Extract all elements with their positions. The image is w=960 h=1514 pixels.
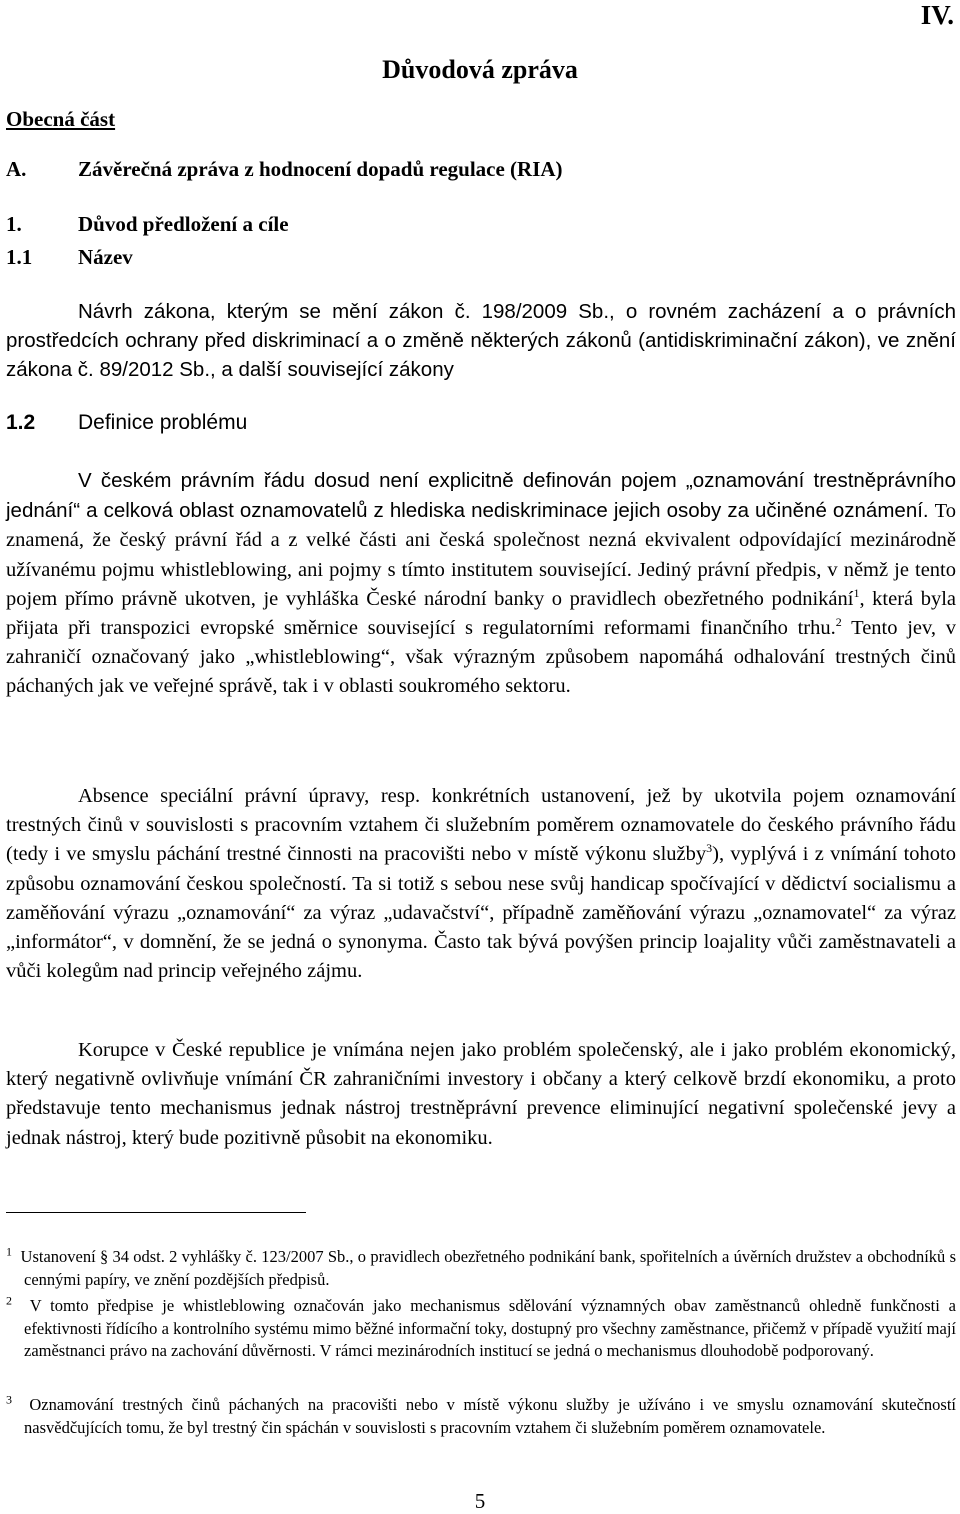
footnote-ref-2: 2	[835, 615, 842, 630]
section-a-title: Závěrečná zpráva z hodnocení dopadů regulace (RIA)	[78, 157, 563, 181]
section-1-1-title: Název	[78, 245, 133, 269]
document-title: Důvodová zpráva	[382, 55, 578, 84]
problem-paragraph-3: Korupce v České republice je vnímána nejen jako problém společenský, ale i jako problém ekonomický, který negativně ovlivňuje vnímání ČR zahraničními investory i občany a který celkově brzdí ekonomiku, a proto představuje tento mechanismus jednak nástroj trestněprávní prevence eliminující negativní společenské jevy a jednak nástroj, který bude pozitivně působit na ekonomiku.	[6, 1039, 956, 1149]
problem-paragraph-1	[6, 466, 956, 702]
section-number: 1.	[6, 212, 22, 236]
section-number: 1.1	[6, 245, 33, 269]
section-1-1-title-wrap	[78, 245, 133, 270]
page-number: 5	[474, 1489, 486, 1513]
footnote-3	[6, 1394, 956, 1439]
section-a-title-wrap	[78, 157, 563, 182]
paragraph-text: ), vyplývá i z vnímání tohoto způsobu oznamování českou společností. Ta si totiž s sebou nese svůj handicap spočívající v dědictví socialismu a zaměňování výrazu „oznamování“ za výraz „udavačství“, případně zaměňování výrazu „oznamovatel“ za výraz „informátor“, v domnění, že se jedná o synonyma. Často tak bývá povýšen princip loajality vůči zaměstnavateli a vůči kolegům nad princip veřejného zájmu.	[6, 843, 956, 983]
paragraph-text: To znamená, že český právní řád a z velké části ani česká společnost nezná ekvivalent odpovídající mezinárodně užívanému pojmu whistleblowing, ani pojmy s tímto institutem související. Jediný právní předpis, v němž je tento pojem přímo právně ukotven, je vyhláška České národní banky o pravidlech obezřetného podnikání	[6, 500, 956, 610]
footnote-text: Ustanovení § 34 odst. 2 vyhlášky č. 123/2007 Sb., o pravidlech obezřetného podnikání bank, spořitelních a úvěrních družstev a obchodníků s cennými papíry, ve znění pozdějších předpisů.	[20, 1247, 956, 1289]
footnote-separator	[6, 1212, 306, 1213]
proposal-name-paragraph: Návrh zákona, kterým se mění zákon č. 198/2009 Sb., o rovném zacházení a o právních prostředcích ochrany před diskriminací a o změně některých zákonů (antidiskriminační zákon), ve znění zákona č. 89/2012 Sb., a další související zákony	[6, 300, 956, 382]
section-number: A.	[6, 157, 27, 181]
page-marker: IV.	[920, 0, 954, 30]
footnote-number: 3	[6, 1392, 12, 1407]
section-a-heading	[6, 157, 26, 182]
section-number: 1.2	[6, 411, 36, 434]
section-1-title-wrap	[78, 212, 289, 237]
footnote-ref-3: 3	[706, 841, 713, 856]
section-1-2-title-wrap	[78, 411, 247, 435]
footnote-1	[6, 1246, 956, 1291]
paragraph-text: Absence speciální právní úpravy, resp. konkrétních ustanovení, jež by ukotvila pojem oznamování trestných činů v souvislosti s pracovním vztahem či služebním poměrem oznamovatele do českého právního řádu (tedy i ve smyslu páchání trestné činnosti na pracovišti nebo v místě výkonu služby	[6, 785, 956, 866]
footnote-ref-1: 1	[853, 585, 860, 600]
paragraph-text: Tento jev, v zahraničí označovaný jako „whistleblowing“, však výrazným způsobem napomáhá odhalování trestných činů páchaných jak ve veřejné správě, tak i v oblasti soukromého sektoru.	[6, 617, 957, 698]
problem-paragraph-2	[6, 782, 956, 986]
section-1-2-heading	[6, 411, 35, 435]
general-part-heading: Obecná část	[6, 107, 116, 131]
section-1-1-heading	[6, 245, 32, 270]
footnote-number: 1	[6, 1244, 12, 1259]
section-1-title: Důvod předložení a cíle	[78, 212, 289, 236]
paragraph-text: , která byla přijata při transpozici evropské směrnice související s regulatorními reformami finančního trhu.	[6, 587, 957, 640]
section-1-2-title: Definice problému	[78, 411, 248, 434]
footnote-text: Oznamování trestných činů páchaných na pracovišti nebo v místě výkonu služby je užíváno i ve smyslu oznamování skutečností nasvědčujících tomu, že byl trestný čin spáchán v souvislosti s pracovním vztahem či služebním poměrem oznamovatele.	[24, 1395, 956, 1437]
section-1-heading	[6, 212, 22, 237]
paragraph-text: V českém právním řádu dosud není explicitně definován pojem „oznamování trestněprávního jednání“ a celková oblast oznamovatelů z hlediska nediskriminace jejich osoby za učiněné oznámení.	[6, 469, 956, 523]
footnote-number: 2	[6, 1293, 12, 1308]
footnote-text: V tomto předpise je whistleblowing označován jako mechanismus sdělování významných obav zaměstnanců ohledně funkčnosti a efektivnosti řídícího a kontrolního systému mimo běžné informační toky, dostupný pro všechny zaměstnance, přičemž v případě využití mají zaměstnanci právo na zachování důvěrnosti. V rámci mezinárodních institucí se jedná o mechanismus dlouhodobě podporovaný.	[24, 1296, 957, 1361]
footnote-2	[6, 1295, 956, 1363]
